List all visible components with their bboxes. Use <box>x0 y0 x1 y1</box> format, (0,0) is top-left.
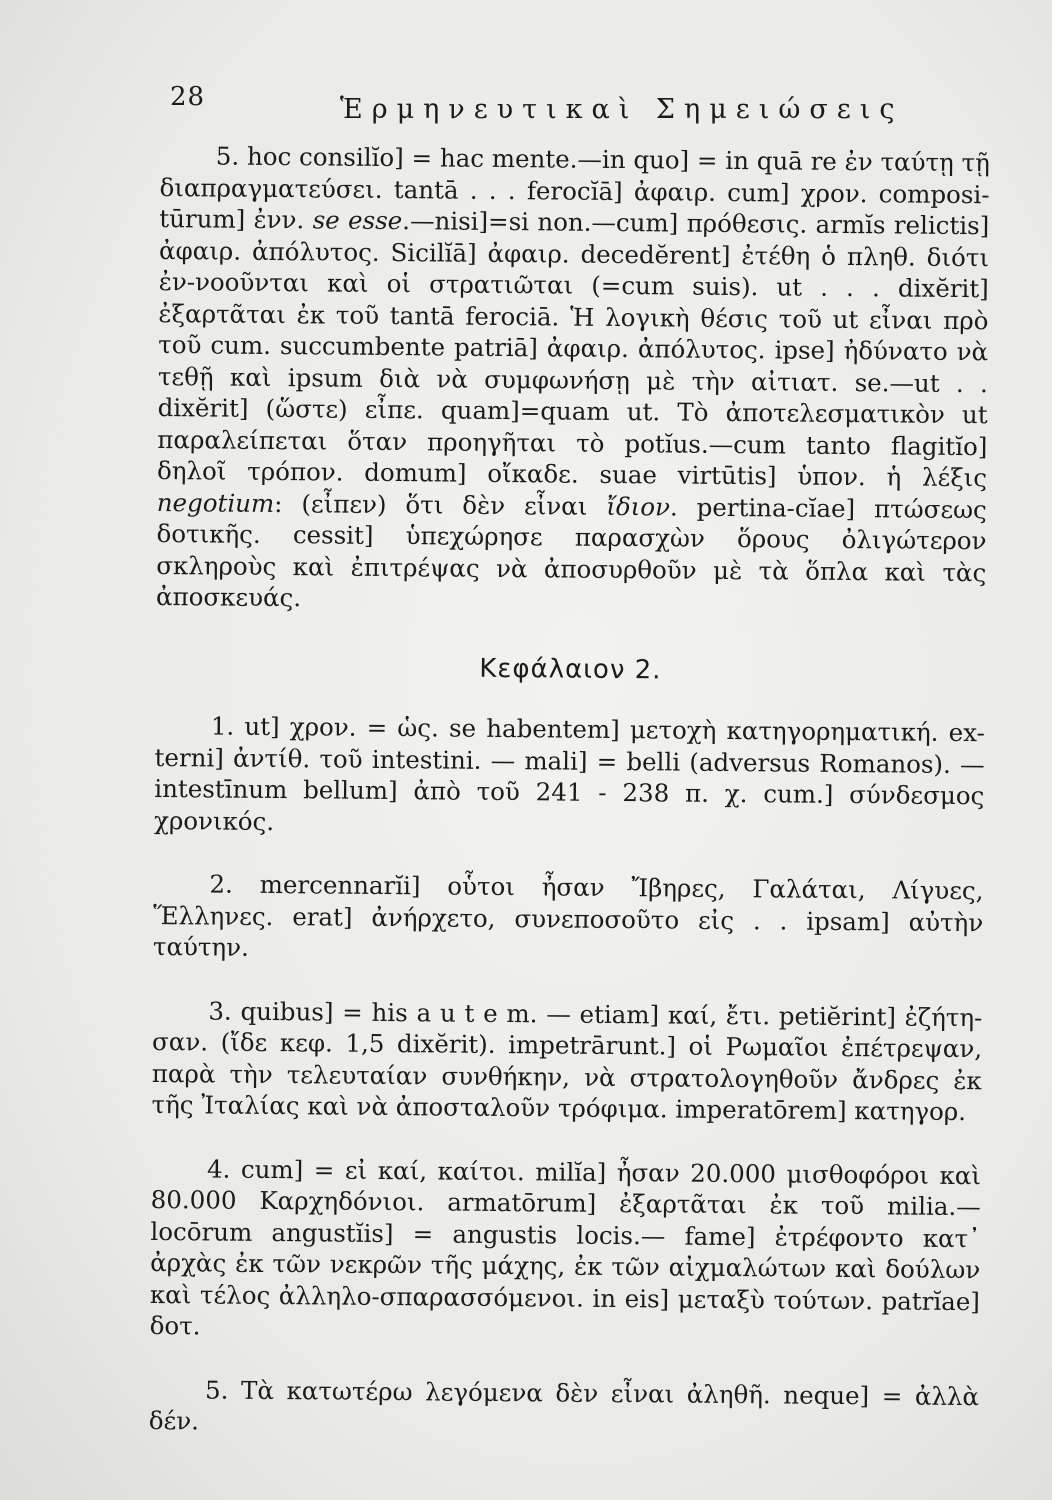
italic-run: se esse <box>312 205 403 236</box>
note-paragraph-4: 4. cum] = εἰ καί, καίτοι. milĭa] ἦσαν 20.000 μισθοφόροι καὶ 80.000 Καρχηδόνιοι. armatōrum] ἐξαρτᾶται ἐκ τοῦ milia.—locōrum angustĭis] = angustis locis.— fame] ἐτρέφοντο κατ᾽ ἀρχὰς ἐκ τῶν νεκρῶν τῆς μάχης, ἐκ τῶν αἰχμαλώτων καὶ δούλων καὶ τέλος ἀλληλο-σπαρασσόμενοι. in eis] μεταξὺ τούτων. patrĭae] δοτ. <box>149 1153 982 1341</box>
text-run: : (εἶπεν) ὅτι δὲν εἶναι <box>274 488 607 521</box>
note-paragraph-1: 1. ut] χρον. = ὡς. se habentem] μετοχὴ κατηγορηματική. ex-terni] ἀντίθ. τοῦ intestini. — mali] = belli (adversus Romanos). — intestīnum bellum] ἀπὸ τοῦ 241 - 238 π. χ. cum.] σύνδεσμος χρονικός. <box>153 711 985 836</box>
page-number: 28 <box>170 82 206 112</box>
note-paragraph-5-previous <box>156 140 990 620</box>
italic-run: negotium <box>156 487 275 518</box>
note-paragraph-2: 2. mercennarĭi] οὗτοι ἦσαν Ἴβηρες, Γαλάται, Λίγυες, Ἕλληνες. erat] ἀνήρχετο, συνεποσοῦτο εἰς . . ipsam] αὐτὴν ταύτην. <box>152 869 984 962</box>
italic-run: ἴδιον <box>606 491 671 521</box>
page-body <box>149 140 990 1444</box>
text-run: .—nisi]=si non.—cum] πρόθεσις. armĭs relictis] ἀφαιρ. ἀπόλυτος. Sicilĭā] ἀφαιρ. decedĕrent] ἐτέθη ὁ πληθ. διότι ἐν-νοοῦνται καὶ οἱ στρατιῶται (=cum suis). ut . . . dixĕrit] ἐξαρτᾶται ἐκ τοῦ tantā ferociā. Ἡ λογικὴ θέσις τοῦ ut εἶναι πρὸ τοῦ cum. succumbente patriā] ἀφαιρ. ἀπόλυτος. ipse] ἠδύνατο νὰ τεθῇ καὶ ipsum διὰ νὰ συμφωνήσῃ μὲ τὴν αἰτιατ. se.—ut . . dixĕrit] (ὥστε) εἶπε. quam]=quam ut. Τὸ ἀποτελεσματικὸν ut παραλείπεται ὅταν προηγῆται τὸ potĭus.—cum tanto flagitĭo] δηλοῖ τρόπον. domum] οἴκαδε. suae virtūtis] ὑπον. ἡ λέξις <box>156 206 990 493</box>
text-run: 5. hoc consilĭo] = hac mente.—in quo] = in quā re ἐν ταύτῃ τῇ διαπραγματεύσει. tantā . . . ferocĭā] ἀφαιρ. cum] χρον. composi-tūrum] ἐνν. <box>159 141 990 235</box>
chapter-heading: Κεφάλαιον 2. <box>479 653 662 685</box>
text-run: . pertina-cĭae] πτώσεως δοτικῆς. cessit] ὑπεχώρησε παρασχὼν ὅρους ὀλιγώτερον σκληροὺς καὶ ἐπιτρέψας νὰ ἀποσυρθοῦν μὲ τὰ ὅπλα καὶ τὰς ἀποσκευάς. <box>155 491 987 613</box>
note-paragraph-5: 5. Τὰ κατωτέρω λεγόμενα δὲν εἶναι ἀληθῆ. neque] = ἀλλὰ δέν. <box>148 1374 980 1436</box>
note-paragraph-3: 3. quibus] = his a u t e m. — etiam] καί, ἔτι. petiĕrint] ἐζήτη-σαν. (ἴδε κεφ. 1,5 dixĕrit). impetrārunt.] οἱ Ρωμαῖοι ἐπέτρεψαν, παρὰ τὴν τελευταίαν συνθήκην, νὰ στρατολογηθοῦν ἄνδρες ἐκ τῆς Ἰταλίας καὶ νὰ ἀποσταλοῦν τρόφιμα. imperatōrem] κατηγορ. <box>151 995 983 1127</box>
running-title: Ἑρμηνευτικαὶ Σημειώσεις <box>340 94 904 125</box>
